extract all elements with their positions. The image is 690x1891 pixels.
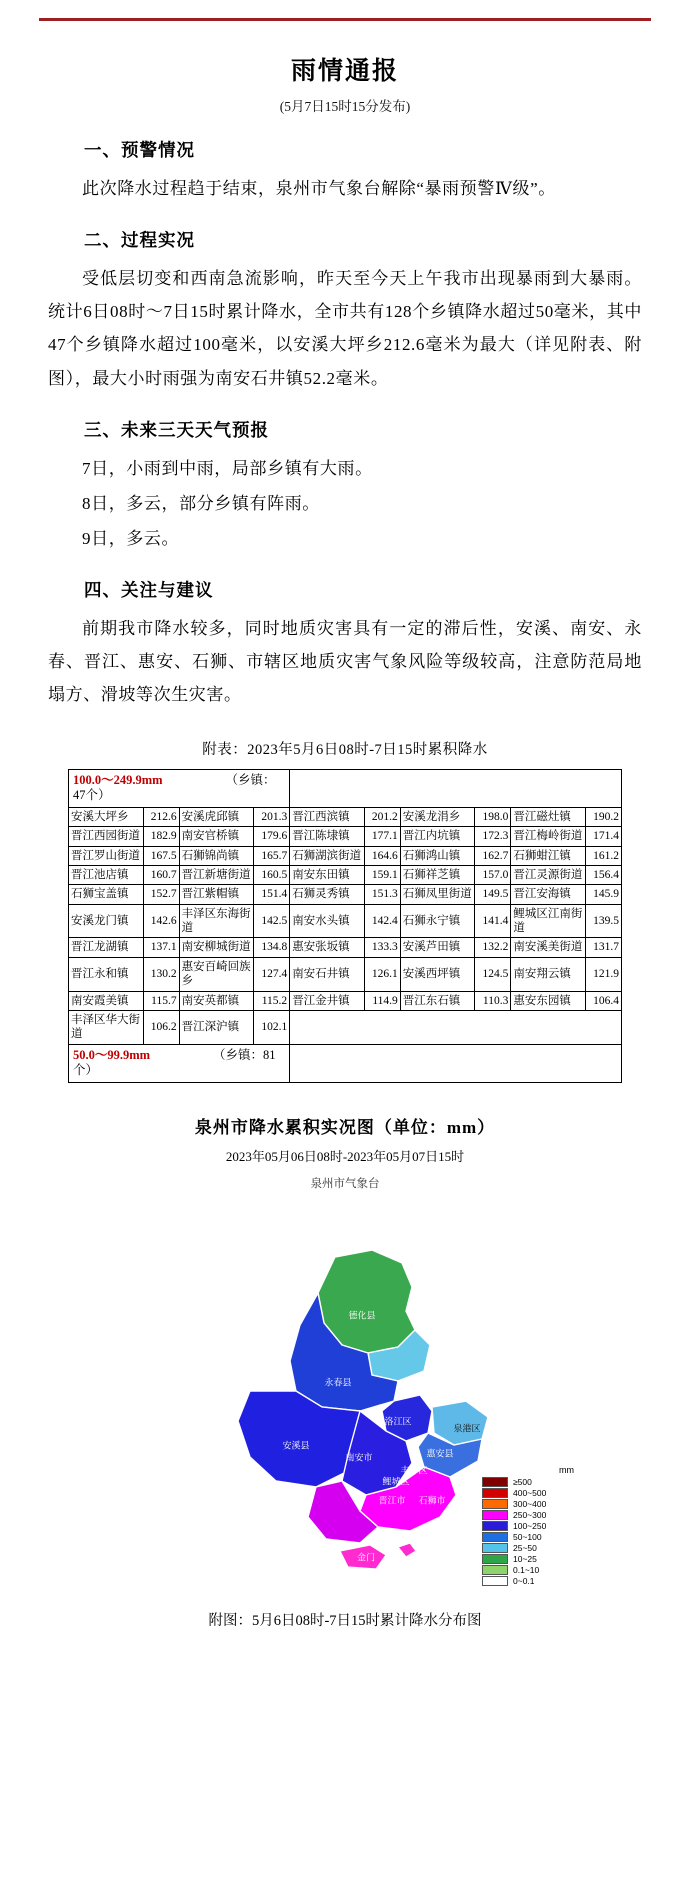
cell-name: 安溪大坪乡 — [69, 807, 144, 826]
cell-value: 142.5 — [254, 904, 290, 938]
cell-name: 晋江永和镇 — [69, 957, 144, 991]
cell-name: 南安溪美街道 — [511, 938, 586, 957]
map-label-fengze: 丰泽区 — [400, 1465, 428, 1476]
cell-value: 139.5 — [585, 904, 621, 938]
band-filler-1 — [290, 769, 622, 807]
cell-name: 南安水头镇 — [290, 904, 365, 938]
cell-name: 晋江陈埭镇 — [290, 827, 365, 846]
band-label-cell-1 — [69, 769, 290, 807]
cell-value: 182.9 — [143, 827, 179, 846]
cell-value: 172.3 — [475, 827, 511, 846]
cell-value: 167.5 — [143, 846, 179, 865]
cell-name: 石狮永宁镇 — [400, 904, 475, 938]
cell-name: 晋江灵源街道 — [511, 865, 586, 884]
map-org: 泉州市气象台 — [310, 1177, 380, 1190]
cell-value: 160.7 — [143, 865, 179, 884]
page-subtitle: (5月7日15时15分发布) — [279, 99, 411, 114]
cell-value: 151.4 — [254, 885, 290, 904]
cell-name: 晋江池店镇 — [69, 865, 144, 884]
cell-name: 安溪芦田镇 — [400, 938, 475, 957]
cell-value: 142.4 — [364, 904, 400, 938]
cell-name: 晋江梅岭街道 — [511, 827, 586, 846]
map-label-jinjiang: 晋江市 — [378, 1495, 406, 1506]
map-label-licheng: 鲤城区 — [382, 1476, 410, 1487]
cell-name: 晋江金井镇 — [290, 991, 365, 1010]
legend-label: 400~500 — [513, 1488, 547, 1499]
table-row — [69, 991, 622, 1010]
cell-value: 149.5 — [475, 885, 511, 904]
map-subtitle: 2023年05月06日08时-2023年05月07日15时 — [225, 1148, 465, 1164]
cell-value: 102.1 — [254, 1010, 290, 1044]
cell-name: 惠安百崎回族乡 — [179, 957, 254, 991]
cell-value: 164.6 — [364, 846, 400, 865]
cell-value: 159.1 — [364, 865, 400, 884]
cell-value: 130.2 — [143, 957, 179, 991]
cell-name: 石狮祥芝镇 — [400, 865, 475, 884]
map-label-luojiang: 洛江区 — [384, 1416, 412, 1427]
legend-label: 250~300 — [513, 1510, 547, 1521]
map-label-huian: 惠安县 — [426, 1448, 454, 1459]
map-canvas — [110, 1195, 580, 1595]
cell-name: 安溪虎邱镇 — [179, 807, 254, 826]
cell-value: 201.3 — [254, 807, 290, 826]
table-row — [69, 938, 622, 957]
cell-value: 137.1 — [143, 938, 179, 957]
band-label-cell-2 — [69, 1044, 290, 1082]
table-row — [69, 885, 622, 904]
section-3-para-1: 7日，小雨到中雨，局部乡镇有大雨。 — [82, 458, 373, 478]
legend-swatch — [482, 1554, 508, 1564]
cell-value: 152.7 — [143, 885, 179, 904]
cell-value: 171.4 — [585, 827, 621, 846]
cell-value: 110.3 — [475, 991, 511, 1010]
cell-name: 安溪龙门镇 — [69, 904, 144, 938]
cell-name: 晋江紫帽镇 — [179, 885, 254, 904]
band-label-2: 50.0～99.9mm — [73, 1047, 151, 1062]
table-row — [69, 1010, 622, 1044]
cell-value: 124.5 — [475, 957, 511, 991]
legend-swatch — [482, 1510, 508, 1520]
legend-item — [482, 1554, 574, 1565]
table-row — [69, 827, 622, 846]
cell-name: 晋江西滨镇 — [290, 807, 365, 826]
cell-name: 晋江东石镇 — [400, 991, 475, 1010]
cell-value: 198.0 — [475, 807, 511, 826]
table-row — [69, 957, 622, 991]
cell-value: 106.2 — [143, 1010, 179, 1044]
cell-name: 惠安张坂镇 — [290, 938, 365, 957]
legend-unit: mm — [559, 1464, 574, 1475]
band-label-1: 100.0～249.9mm — [73, 772, 163, 787]
cell-name: 晋江安海镇 — [511, 885, 586, 904]
region-jinmen-islet — [398, 1543, 416, 1557]
section-1-para-1: 此次降水过程趋于结束，泉州市气象台解除“暴雨预警Ⅳ级”。 — [82, 179, 556, 198]
cell-value: 157.0 — [475, 865, 511, 884]
section-heading-3: 三、未来三天天气预报 — [84, 419, 269, 440]
cell-value: 190.2 — [585, 807, 621, 826]
table-band-row-1 — [69, 769, 622, 807]
cell-value: 115.7 — [143, 991, 179, 1010]
cell-value: 106.4 — [585, 991, 621, 1010]
map-label-jinmen: 金门 — [356, 1552, 376, 1563]
cell-value: 126.1 — [364, 957, 400, 991]
cell-name: 晋江西园街道 — [69, 827, 144, 846]
legend-swatch — [482, 1543, 508, 1553]
cell-name: 石狮凤里街道 — [400, 885, 475, 904]
map-label-nanan: 南安市 — [345, 1452, 373, 1463]
cell-value: 165.7 — [254, 846, 290, 865]
cell-name: 石狮宝盖镇 — [69, 885, 144, 904]
document-body — [0, 137, 690, 759]
legend-swatch — [482, 1499, 508, 1509]
cell-name: 晋江新塘街道 — [179, 865, 254, 884]
legend-label: 100~250 — [513, 1521, 547, 1532]
cell-value: 161.2 — [585, 846, 621, 865]
legend-label: 50~100 — [513, 1532, 542, 1543]
cell-name: 石狮锦尚镇 — [179, 846, 254, 865]
cell-name: 丰泽区华大街道 — [69, 1010, 144, 1044]
legend-swatch — [482, 1532, 508, 1542]
cell-value: 141.4 — [475, 904, 511, 938]
cell-value: 156.4 — [585, 865, 621, 884]
cell-value: 133.3 — [364, 938, 400, 957]
legend-swatch — [482, 1565, 508, 1575]
legend-item — [482, 1510, 574, 1521]
legend-item — [482, 1477, 574, 1488]
cell-value: 177.1 — [364, 827, 400, 846]
cell-name: 安溪西坪镇 — [400, 957, 475, 991]
legend-swatch — [482, 1488, 508, 1498]
map-label-quangang: 泉港区 — [453, 1423, 481, 1434]
legend-label: 0~0.1 — [513, 1576, 535, 1587]
table-row — [69, 807, 622, 826]
table-row — [69, 904, 622, 938]
cell-name: 晋江磁灶镇 — [511, 807, 586, 826]
legend-item — [482, 1565, 574, 1576]
section-heading-2: 二、过程实况 — [84, 230, 195, 251]
band-count-2: （乡镇：81个） — [73, 1047, 276, 1078]
cell-value: 134.8 — [254, 938, 290, 957]
table-row — [69, 846, 622, 865]
map-legend — [482, 1465, 574, 1587]
figure-caption: 附图：5月6日08时-7日15时累计降水分布图 — [208, 1612, 482, 1629]
cell-empty — [290, 1010, 622, 1044]
legend-label: 10~25 — [513, 1554, 537, 1565]
map-label-yongchun: 永春县 — [324, 1377, 352, 1388]
cell-name: 晋江深沪镇 — [179, 1010, 254, 1044]
map-label-anxi: 安溪县 — [282, 1440, 310, 1451]
map-title: 泉州市降水累积实况图（单位：mm） — [194, 1117, 496, 1137]
cell-value: 121.9 — [585, 957, 621, 991]
cell-name: 晋江内坑镇 — [400, 827, 475, 846]
attachment-caption: 附表：2023年5月6日08时-7日15时累积降水 — [202, 741, 488, 758]
legend-item — [482, 1521, 574, 1532]
legend-label: 0.1~10 — [513, 1565, 540, 1576]
table-band-row-2 — [69, 1044, 622, 1082]
legend-swatch — [482, 1477, 508, 1487]
cell-value: 151.3 — [364, 885, 400, 904]
map-label-shishi: 石狮市 — [418, 1495, 446, 1506]
rainfall-map — [110, 1113, 580, 1595]
cell-value: 160.5 — [254, 865, 290, 884]
cell-value: 127.4 — [254, 957, 290, 991]
cell-name: 南安石井镇 — [290, 957, 365, 991]
legend-item — [482, 1532, 574, 1543]
section-2-para-1: 受低层切变和西南急流影响，昨天至今天上午我市出现暴雨到大暴雨。统计6日08时～7日15时累计降水，全市共有128个乡镇降水超过50毫米，其中47个乡镇降水超过100毫米，以安溪大坪乡212.6毫米为最大（详见附表、附图），最大小时雨强为南安石井镇52.2毫米。 — [48, 269, 642, 388]
section-3-para-3: 9日，多云。 — [82, 528, 180, 548]
cell-value: 115.2 — [254, 991, 290, 1010]
legend-item — [482, 1499, 574, 1510]
cell-name: 晋江龙湖镇 — [69, 938, 144, 957]
cell-name: 鲤城区江南街道 — [511, 904, 586, 938]
section-heading-1: 一、预警情况 — [84, 140, 195, 160]
cell-name: 安溪龙涓乡 — [400, 807, 475, 826]
cell-value: 114.9 — [364, 991, 400, 1010]
cell-name: 石狮鸿山镇 — [400, 846, 475, 865]
cell-name: 石狮湖滨街道 — [290, 846, 365, 865]
section-heading-4: 四、关注与建议 — [84, 580, 214, 601]
table-row — [69, 865, 622, 884]
section-4-para-1: 前期我市降水较多，同时地质灾害具有一定的滞后性，安溪、南安、永春、晋江、惠安、石狮、市辖区地质灾害气象风险等级较高，注意防范局地塌方、滑坡等次生灾害。 — [48, 619, 642, 705]
cell-name: 惠安东园镇 — [511, 991, 586, 1010]
section-3-para-2: 8日，多云，部分乡镇有阵雨。 — [82, 493, 320, 513]
cell-name: 南安翔云镇 — [511, 957, 586, 991]
cell-value: 179.6 — [254, 827, 290, 846]
legend-label: 300~400 — [513, 1499, 547, 1510]
cell-value: 145.9 — [585, 885, 621, 904]
cell-name: 南安官桥镇 — [179, 827, 254, 846]
cell-value: 212.6 — [143, 807, 179, 826]
cell-name: 南安东田镇 — [290, 865, 365, 884]
cell-value: 201.2 — [364, 807, 400, 826]
legend-item — [482, 1576, 574, 1587]
map-label-dehua: 德化县 — [348, 1310, 376, 1321]
band-count-1: （乡镇：47个） — [73, 772, 276, 803]
legend-swatch — [482, 1576, 508, 1586]
rainfall-table — [68, 769, 622, 1083]
cell-name: 石狮蚶江镇 — [511, 846, 586, 865]
legend-item — [482, 1543, 574, 1554]
cell-name: 晋江罗山街道 — [69, 846, 144, 865]
cell-value: 132.2 — [475, 938, 511, 957]
legend-label: 25~50 — [513, 1543, 537, 1554]
cell-name: 南安霞美镇 — [69, 991, 144, 1010]
cell-name: 南安柳城街道 — [179, 938, 254, 957]
band-filler-2 — [290, 1044, 622, 1082]
document-page — [0, 18, 690, 1630]
cell-name: 丰泽区东海街道 — [179, 904, 254, 938]
cell-name: 南安英都镇 — [179, 991, 254, 1010]
cell-value: 131.7 — [585, 938, 621, 957]
legend-label: ≥500 — [513, 1477, 532, 1488]
page-title: 雨情通报 — [290, 58, 399, 85]
cell-value: 162.7 — [475, 846, 511, 865]
cell-name: 石狮灵秀镇 — [290, 885, 365, 904]
legend-item — [482, 1488, 574, 1499]
rainfall-table-zone — [0, 769, 690, 1083]
header-rule — [39, 18, 651, 21]
legend-swatch — [482, 1521, 508, 1531]
cell-value: 142.6 — [143, 904, 179, 938]
